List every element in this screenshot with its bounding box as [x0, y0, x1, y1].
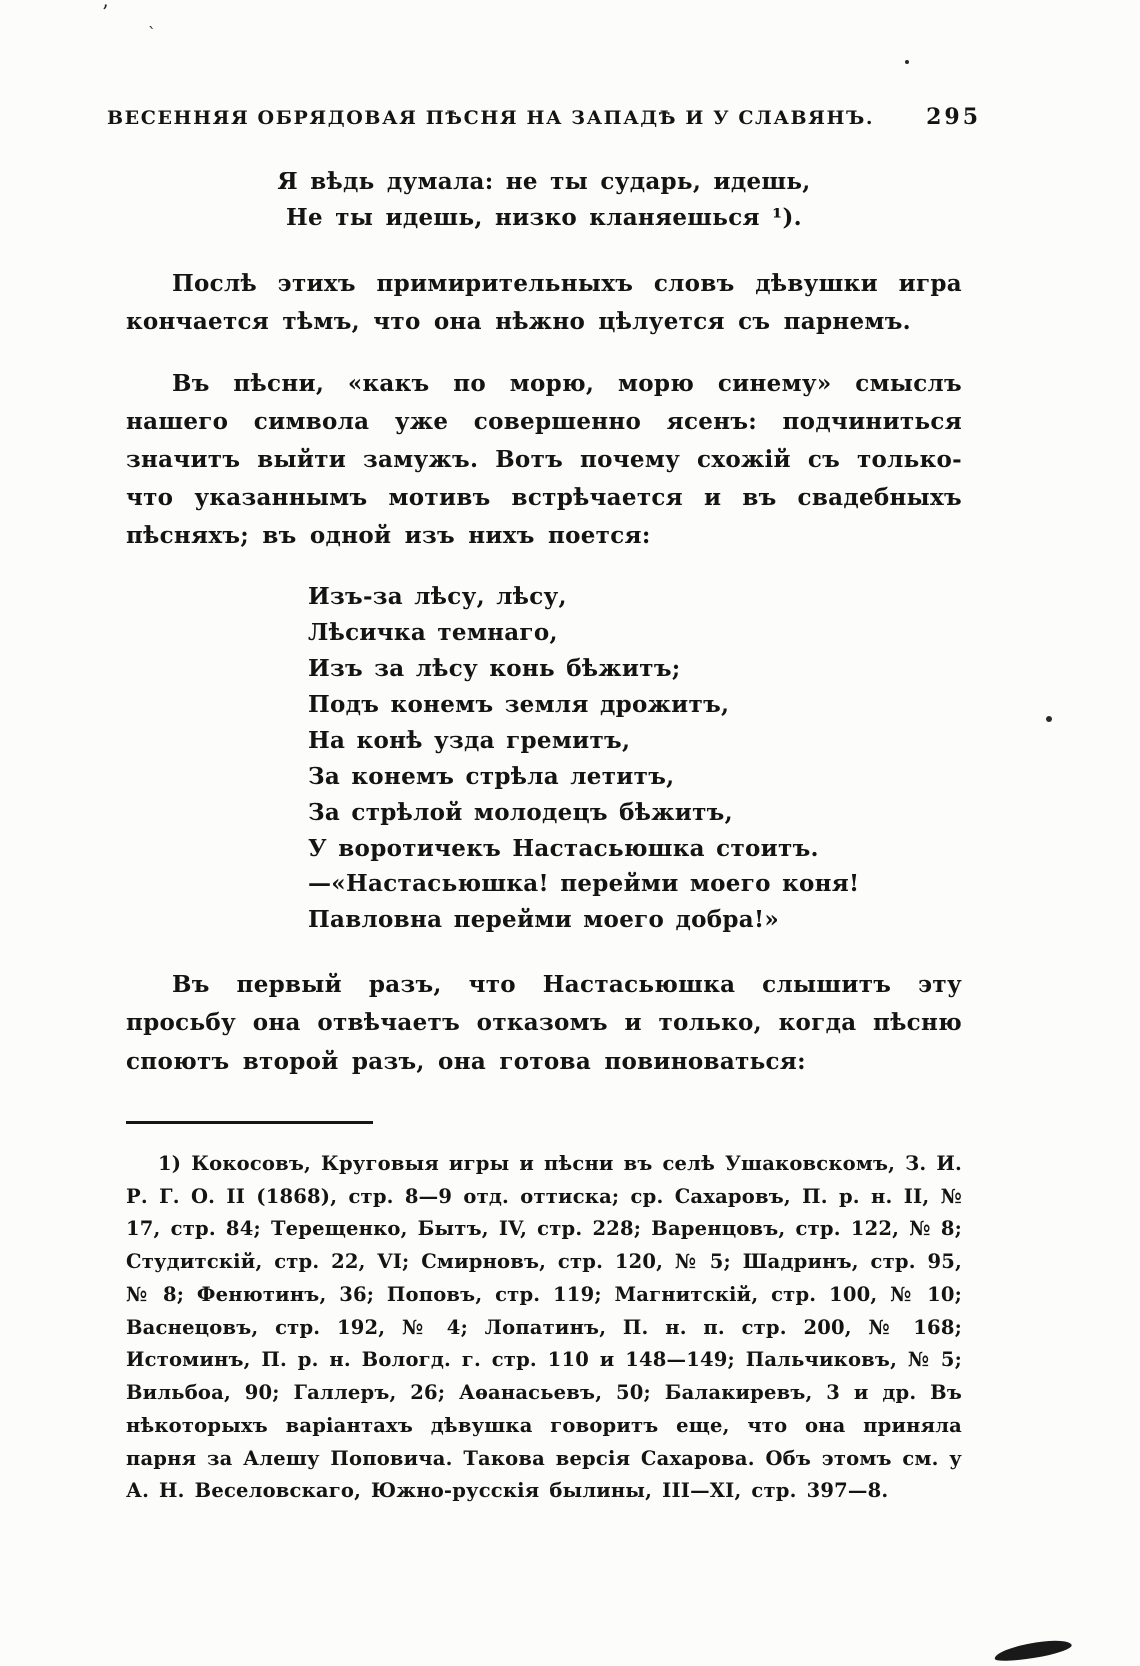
epigraph-line: Не ты идешь, низко кланяешься ¹). [286, 203, 802, 231]
page-content [106, 104, 982, 1528]
scan-artifact: ` [148, 24, 156, 43]
verse-line: —«Настасьюшка! перейми моего коня! [308, 870, 860, 898]
verse-line: Изъ-за лѣсу, лѣсу, [308, 583, 567, 611]
scan-artifact [905, 60, 909, 64]
verse-line: За конемъ стрѣла летитъ, [308, 762, 675, 790]
verse-line: За стрѣлой молодецъ бѣжитъ, [308, 798, 733, 826]
page-number: 295 [926, 104, 982, 130]
scan-artifact-blob [993, 1637, 1072, 1664]
paragraph-3: Въ первый разъ, что Настасьюшка слышитъ эту просьбу она отвѣчаетъ отказомъ и только, когда пѣсню споютъ второй разъ, она готова повиноваться: [126, 971, 962, 1075]
running-head [106, 104, 982, 130]
scan-artifact [1046, 716, 1052, 722]
paragraph-2: Въ пѣсни, «какъ по морю, морю синему» смыслъ нашего символа уже совершенно ясенъ: подчиниться значитъ выйти замужъ. Вотъ почему схожій съ только-что указаннымъ мотивъ встрѣчается и въ свадебныхъ пѣсняхъ; въ одной изъ нихъ поется: [126, 369, 962, 550]
running-head-title: ВЕСЕННЯЯ ОБРЯДОВАЯ ПѢСНЯ НА ЗАПАДѢ И У СЛАВЯНЪ. [106, 107, 875, 129]
verse-line: На конѣ узда гремитъ, [308, 726, 631, 754]
verse-line: Подъ конемъ земля дрожитъ, [308, 691, 730, 719]
scan-artifact: ’ [102, 0, 109, 24]
song-verse [308, 579, 962, 938]
verse-line: Лѣсичка темнаго, [308, 619, 558, 647]
footnote-text: 1) Кокосовъ, Круговыя игры и пѣсни въ селѣ Ушаковскомъ, З. И. Р. Г. О. II (1868), стр. 8—9 отд. оттиска; ср. Сахаровъ, П. р. н. II, № 17, стр. 84; Терещенко, Бытъ, IV, стр. 228; Варенцовъ, стр. 122, № 8; Студитскій, стр. 22, VI; Смирновъ, стр. 120, № 5; Шадринъ, стр. 95, № 8; Фенютинъ, 36; Поповъ, стр. 119; Магнитскій, стр. 100, № 10; Васнецовъ, стр. 192, № 4; Лопатинъ, П. н. п. стр. 200, № 168; Истоминъ, П. р. н. Вологд. г. стр. 110 и 148—149; Пальчиковъ, № 5; Вильбоа, 90; Галлеръ, 26; Аѳанасьевъ, 50; Балакиревъ, 3 и др. Въ нѣкоторыхъ варіантахъ дѣвушка говоритъ еще, что она приняла парня за Алешу Поповича. Такова версія Сахарова. Объ этомъ см. у А. Н. Веселовскаго, Южно-русскія былины, III—XI, стр. 397—8. [126, 1151, 962, 1503]
epigraph-line: Я вѣдь думала: не ты сударь, идешь, [277, 168, 811, 195]
verse-line: Павловна перейми моего добра!» [308, 906, 780, 934]
epigraph-couplet [126, 164, 962, 235]
footnote-separator-rule [126, 1121, 373, 1124]
verse-line: У воротичекъ Настасьюшка стоитъ. [308, 834, 819, 862]
paragraph-1: Послѣ этихъ примирительныхъ словъ дѣвушки игра кончается тѣмъ, что она нѣжно цѣлуется съ парнемъ. [126, 270, 962, 336]
verse-line: Изъ за лѣсу конь бѣжитъ; [308, 655, 681, 683]
